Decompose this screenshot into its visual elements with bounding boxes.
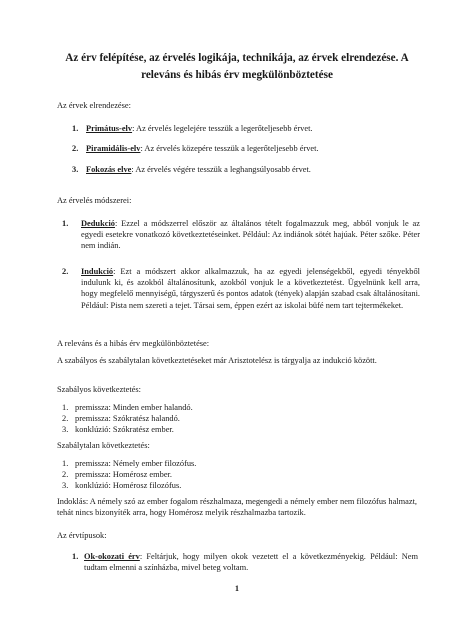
list-item bbox=[62, 458, 362, 469]
term: Dedukció bbox=[81, 219, 115, 228]
list-item bbox=[72, 143, 422, 154]
list-number: 1. bbox=[62, 403, 69, 412]
section-heading-methods: Az érvelés módszerei: bbox=[57, 196, 132, 205]
list-number: 2. bbox=[62, 414, 69, 423]
list-number: 3. bbox=[62, 425, 69, 434]
term: Fokozás elve bbox=[86, 165, 132, 174]
definition: : Ezt a módszert akkor alkalmazzuk, ha az egyedi jelenségekből, egyedi tényekből indulunk ki, és azokból általánosítunk, azokból vonjuk le a következtetést. Ügyelnünk kell arra, hogy megfelelő mennyiségű, tárgyszerű és pontos adatok (tények) alapján szabad csak általánosítani. Például: Pista nem szereti a tejet. Társai sem, éppen ezért az iskolai büfé nem tart tejtermékeket. bbox=[81, 267, 420, 310]
definition: : Ezzel a módszerrel először az általános tételt fogalmazzuk meg, abból vonjuk le az egyedi esetekre vonatkozó következtetéseinket. Például: Az indiánok sötét hajúak. Péter szőke. Péter nem indián. bbox=[81, 219, 420, 251]
definition: : Az érvelés közepére tesszük a legerőteljesebb érvet. bbox=[140, 144, 319, 153]
list-number: 3. bbox=[72, 165, 79, 174]
section-heading-relevance: A releváns és a hibás érv megkülönböztetése: bbox=[57, 339, 210, 348]
list-item bbox=[62, 424, 362, 435]
subheading-regular: Szabályos következtetés: bbox=[57, 385, 141, 394]
list-item bbox=[62, 218, 420, 252]
document-title: Az érv felépítése, az érvelés logikája, technikája, az érvek elrendezése. A releváns és hibás érv megkülönböztetése bbox=[65, 52, 409, 81]
list-text: premissza: Némely ember filozófus. bbox=[75, 459, 197, 468]
list-number: 1. bbox=[72, 124, 79, 133]
section-heading-types: Az érvtípusok: bbox=[57, 531, 107, 540]
term: Primátus-elv bbox=[86, 124, 133, 133]
list-text: konklúzió: Homérosz filozófus. bbox=[75, 481, 182, 490]
list-number: 1. bbox=[62, 459, 69, 468]
list-text: premissza: Szókratész halandó. bbox=[75, 414, 180, 423]
reasoning-paragraph: Indoklás: A némely szó az ember fogalom részhalmaza, megengedi a némely ember nem filozófus halmazt, tehát nincs bizonyíték arra, hogy Homérosz melyik részhalmazba tartozik. bbox=[57, 497, 417, 518]
list-text: konklúzió: Szókratész ember. bbox=[75, 425, 174, 434]
list-text: premissza: Homérosz ember. bbox=[75, 470, 172, 479]
definition: : Feltárjuk, hogy milyen okok vezetett el a következményekig. Például: Nem tudtam elmenni a színházba, mivel beteg voltam. bbox=[84, 552, 418, 573]
term: Indukció bbox=[81, 267, 114, 276]
list-item bbox=[72, 123, 422, 134]
list-item bbox=[62, 413, 362, 424]
list-item bbox=[62, 266, 420, 311]
list-item bbox=[72, 551, 418, 573]
paragraph: A szabályos és szabálytalan következtetéseket már Arisztotelész is tárgyalja az indukció között. bbox=[57, 356, 377, 365]
term: Ok-okozati érv bbox=[84, 552, 140, 561]
term: Piramidális-elv bbox=[86, 144, 141, 153]
list-number: 2. bbox=[62, 470, 69, 479]
list-item bbox=[62, 469, 362, 480]
list-number: 1. bbox=[72, 552, 79, 561]
definition: : Az érvelés végére tesszük a leghangsúlyosabb érvet. bbox=[131, 165, 311, 174]
list-number: 3. bbox=[62, 481, 69, 490]
list-text: premissza: Minden ember halandó. bbox=[75, 403, 193, 412]
list-number: 1. bbox=[62, 219, 69, 228]
section-heading-arrangement: Az érvek elrendezése: bbox=[57, 101, 131, 110]
page-number: 1 bbox=[234, 584, 240, 593]
subheading-irregular: Szabálytalan következtetés: bbox=[57, 441, 150, 450]
list-number: 2. bbox=[62, 267, 69, 276]
definition: : Az érvelés legelejére tesszük a legerőteljesebb érvet. bbox=[132, 124, 313, 133]
list-item bbox=[62, 402, 362, 413]
list-item bbox=[72, 164, 422, 175]
list-number: 2. bbox=[72, 144, 79, 153]
list-item bbox=[62, 480, 362, 491]
